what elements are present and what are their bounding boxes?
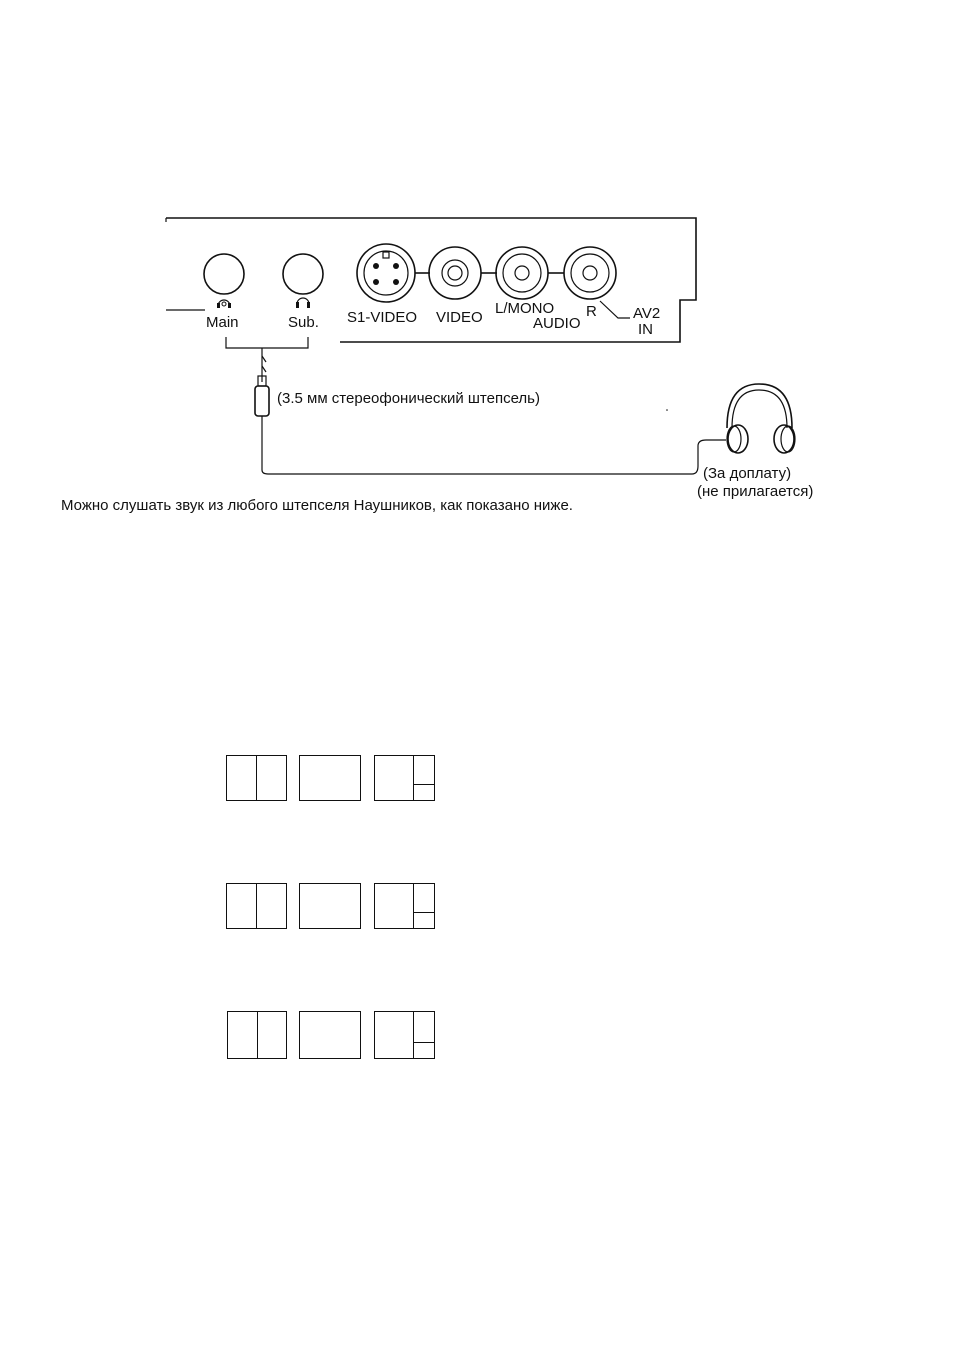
pip-screen-icon <box>374 755 435 801</box>
split-screen-icon <box>227 1011 287 1059</box>
headphones-icon <box>727 384 795 453</box>
audio-l-mono-jack[interactable] <box>496 247 548 299</box>
sub-jack-label: Sub. <box>288 314 319 331</box>
split-screen-icon <box>226 755 287 801</box>
video-rca-jack[interactable] <box>429 247 481 299</box>
s1-video-jack[interactable] <box>357 244 415 302</box>
av2-label: AV2 <box>633 305 661 322</box>
dot <box>666 409 668 411</box>
split-screen-icon <box>226 883 287 929</box>
audio-r-jack[interactable] <box>564 247 616 299</box>
pip-screen-icon <box>374 1011 435 1059</box>
main-phones-jack[interactable] <box>204 254 244 294</box>
main-jack-label: Main <box>206 314 239 331</box>
s1-video-label: S1-VIDEO <box>347 309 418 326</box>
pip-screen-icon <box>374 883 435 929</box>
single-screen-icon <box>299 755 361 801</box>
plug-label: (3.5 мм стереофонический штепсель) <box>277 390 540 407</box>
headphones-label-2: (не прилагается) <box>697 483 814 500</box>
phones-jack-icon <box>217 300 231 308</box>
audio-label: AUDIO <box>533 315 581 332</box>
video-label: VIDEO <box>436 309 483 326</box>
r-label: R <box>586 303 597 320</box>
in-label: IN <box>638 321 653 338</box>
lmono-label: L/MONO <box>495 300 555 317</box>
single-screen-icon <box>299 1011 361 1059</box>
av2-bracket <box>600 301 630 318</box>
single-screen-icon <box>299 883 361 929</box>
phones-jack-icon <box>296 298 310 308</box>
caption: Можно слушать звук из любого штепселя Наушников, как показано ниже. <box>61 497 573 514</box>
headphone-cable <box>262 440 726 474</box>
jacks-bracket <box>226 337 308 348</box>
sub-phones-jack[interactable] <box>283 254 323 294</box>
headphones-label-1: (За доплату) <box>703 465 792 482</box>
stereo-plug <box>255 348 269 470</box>
rear-panel-outline <box>166 218 696 342</box>
connection-diagram <box>0 0 954 520</box>
